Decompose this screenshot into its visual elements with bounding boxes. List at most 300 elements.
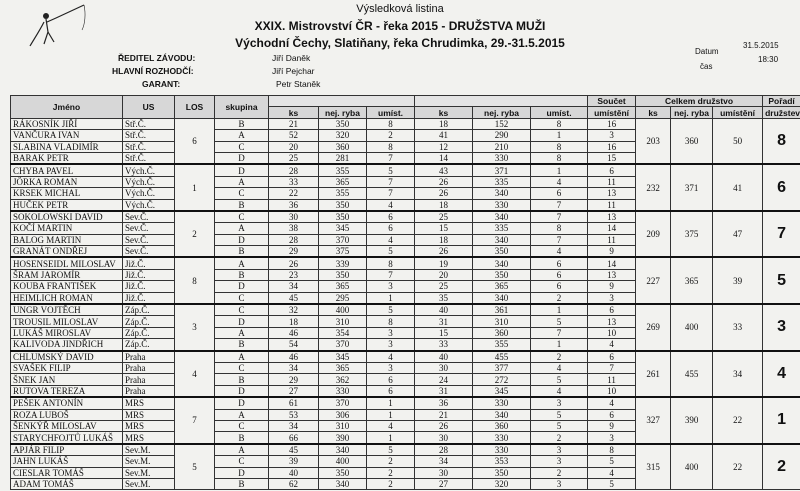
sum-placement: 3	[588, 292, 636, 304]
round1-best-fish: 330	[319, 385, 367, 397]
competitor-group: C	[215, 292, 269, 304]
round2-placement: 4	[531, 176, 588, 187]
table-row	[11, 304, 800, 316]
round2-best-fish: 210	[473, 141, 531, 152]
col-header-teams: družstev	[763, 107, 800, 118]
round2-placement: 3	[531, 444, 588, 456]
round1-placement: 5	[367, 444, 415, 456]
round1-best-fish: 362	[319, 374, 367, 385]
sum-placement: 9	[588, 420, 636, 431]
team-total-placement: 41	[713, 164, 763, 211]
competitor-name: CHYBA PAVEL	[11, 164, 123, 176]
competitor-group: A	[215, 444, 269, 456]
round1-placement: 2	[367, 456, 415, 467]
competitor-name: LUKÁŠ MIROSLAV	[11, 327, 123, 338]
sum-placement: 3	[588, 432, 636, 444]
round2-best-fish: 350	[473, 269, 531, 280]
competitor-us: Stř.Č.	[123, 152, 175, 164]
team-los: 8	[175, 257, 215, 304]
sum-placement: 16	[588, 141, 636, 152]
competitor-name: ŠRAM JAROMÍR	[11, 269, 123, 280]
team-total-ks: 269	[636, 304, 671, 351]
round1-placement: 4	[367, 199, 415, 211]
competitor-name: GRANÁT ONDŘEJ	[11, 246, 123, 258]
round1-best-fish: 365	[319, 176, 367, 187]
team-rank: 2	[763, 444, 800, 490]
competitor-us: Vých.Č.	[123, 199, 175, 211]
round2-ks: 24	[415, 374, 473, 385]
col-header-sum: Součet	[588, 96, 636, 107]
sum-placement: 16	[588, 118, 636, 129]
competitor-us: Záp.Č.	[123, 339, 175, 351]
col-header-um2: umíst.	[531, 107, 588, 118]
role-label-director: ŘEDITEL ZÁVODU:	[118, 53, 196, 63]
round2-ks: 31	[415, 316, 473, 327]
round1-placement: 3	[367, 362, 415, 373]
round2-placement: 7	[531, 199, 588, 211]
col-header-round2	[415, 96, 588, 107]
sum-placement: 14	[588, 223, 636, 234]
team-rank: 8	[763, 118, 800, 164]
col-header-ks1: ks	[269, 107, 319, 118]
sum-placement: 10	[588, 385, 636, 397]
competitor-name: RÁKOSNÍK JIŘÍ	[11, 118, 123, 129]
col-header-group: skupina	[215, 96, 269, 119]
document-location: Východní Čechy, Slatiňany, řeka Chrudimka, 29.-31.5.2015	[235, 36, 565, 50]
round2-placement: 4	[531, 246, 588, 258]
round2-placement: 7	[531, 211, 588, 223]
round1-ks: 33	[269, 176, 319, 187]
competitor-group: B	[215, 339, 269, 351]
competitor-group: D	[215, 234, 269, 245]
sum-placement: 4	[588, 339, 636, 351]
competitor-group: B	[215, 432, 269, 444]
round1-best-fish: 370	[319, 397, 367, 409]
round1-ks: 30	[269, 211, 319, 223]
round2-ks: 41	[415, 130, 473, 141]
competitor-us: Praha	[123, 351, 175, 363]
round1-ks: 46	[269, 327, 319, 338]
team-total-ks: 261	[636, 351, 671, 398]
competitor-name: HEIMLICH ROMAN	[11, 292, 123, 304]
sum-placement: 13	[588, 269, 636, 280]
round2-placement: 1	[531, 130, 588, 141]
col-header-round1	[269, 96, 415, 107]
round1-ks: 29	[269, 246, 319, 258]
round2-ks: 18	[415, 118, 473, 129]
round2-best-fish: 350	[473, 467, 531, 478]
team-rank: 3	[763, 304, 800, 351]
document-header	[0, 0, 800, 92]
round2-placement: 5	[531, 374, 588, 385]
round2-ks: 40	[415, 304, 473, 316]
team-total-ks: 209	[636, 211, 671, 258]
competitor-group: B	[215, 269, 269, 280]
round2-placement: 6	[531, 269, 588, 280]
competitor-group: C	[215, 362, 269, 373]
competitor-us: Již.Č.	[123, 281, 175, 292]
round2-ks: 25	[415, 211, 473, 223]
round1-best-fish: 340	[319, 444, 367, 456]
round2-placement: 5	[531, 409, 588, 420]
competitor-name: KALIVODA JINDŘICH	[11, 339, 123, 351]
competitor-name: VANČURA IVAN	[11, 130, 123, 141]
competitor-group: D	[215, 316, 269, 327]
round1-best-fish: 350	[319, 199, 367, 211]
round2-best-fish: 455	[473, 351, 531, 363]
competitor-name: BARAK PETR	[11, 152, 123, 164]
round1-placement: 3	[367, 327, 415, 338]
round2-ks: 33	[415, 339, 473, 351]
team-total-best-fish: 365	[671, 257, 713, 304]
round1-ks: 45	[269, 444, 319, 456]
round1-best-fish: 390	[319, 432, 367, 444]
team-total-best-fish: 400	[671, 304, 713, 351]
round1-placement: 7	[367, 188, 415, 199]
round2-ks: 27	[415, 478, 473, 489]
round1-ks: 38	[269, 223, 319, 234]
competitor-group: A	[215, 351, 269, 363]
round2-best-fish: 330	[473, 432, 531, 444]
competitor-group: D	[215, 152, 269, 164]
round1-placement: 1	[367, 409, 415, 420]
round2-placement: 8	[531, 118, 588, 129]
round1-best-fish: 306	[319, 409, 367, 420]
col-header-rank: Pořadí	[763, 96, 800, 107]
team-total-placement: 50	[713, 118, 763, 164]
round2-best-fish: 371	[473, 164, 531, 176]
round1-ks: 45	[269, 292, 319, 304]
round1-placement: 3	[367, 281, 415, 292]
competitor-us: Vých.Č.	[123, 164, 175, 176]
round2-best-fish: 340	[473, 409, 531, 420]
col-header-sum-placement: umístění	[588, 107, 636, 118]
round1-best-fish: 310	[319, 420, 367, 431]
round2-best-fish: 355	[473, 339, 531, 351]
round2-best-fish: 340	[473, 292, 531, 304]
sum-placement: 7	[588, 362, 636, 373]
competitor-group: A	[215, 257, 269, 269]
round2-ks: 26	[415, 246, 473, 258]
round1-ks: 46	[269, 351, 319, 363]
team-rank: 1	[763, 397, 800, 444]
document-subtitle: XXIX. Mistrovství ČR - řeka 2015 - DRUŽSTVA MUŽI	[254, 19, 546, 33]
round2-ks: 15	[415, 223, 473, 234]
sum-placement: 13	[588, 188, 636, 199]
round1-ks: 62	[269, 478, 319, 489]
results-table	[10, 95, 800, 490]
round1-placement: 7	[367, 152, 415, 164]
sum-placement: 11	[588, 234, 636, 245]
round1-best-fish: 370	[319, 339, 367, 351]
table-row	[11, 257, 800, 269]
competitor-name: PEŠEK ANTONÍN	[11, 397, 123, 409]
team-los: 2	[175, 211, 215, 258]
round1-best-fish: 345	[319, 351, 367, 363]
time-label: čas	[700, 62, 713, 71]
team-total-ks: 327	[636, 397, 671, 444]
round1-ks: 32	[269, 304, 319, 316]
round2-ks: 30	[415, 362, 473, 373]
round2-best-fish: 152	[473, 118, 531, 129]
round2-ks: 18	[415, 199, 473, 211]
sum-placement: 11	[588, 199, 636, 211]
team-total-best-fish: 390	[671, 397, 713, 444]
round1-best-fish: 365	[319, 281, 367, 292]
round1-placement: 8	[367, 118, 415, 129]
round2-placement: 6	[531, 188, 588, 199]
competitor-us: Sev.M.	[123, 444, 175, 456]
round1-best-fish: 350	[319, 269, 367, 280]
round2-best-fish: 340	[473, 211, 531, 223]
round1-placement: 6	[367, 385, 415, 397]
team-total-best-fish: 360	[671, 118, 713, 164]
round1-placement: 4	[367, 420, 415, 431]
sum-placement: 13	[588, 316, 636, 327]
round1-ks: 34	[269, 281, 319, 292]
round2-placement: 7	[531, 327, 588, 338]
round1-ks: 28	[269, 234, 319, 245]
round2-ks: 12	[415, 141, 473, 152]
competitor-us: Stř.Č.	[123, 141, 175, 152]
round2-placement: 2	[531, 292, 588, 304]
round1-placement: 2	[367, 478, 415, 489]
round2-placement: 4	[531, 385, 588, 397]
competitor-group: C	[215, 211, 269, 223]
date-label: Datum	[695, 47, 719, 56]
round1-best-fish: 340	[319, 478, 367, 489]
round2-best-fish: 360	[473, 327, 531, 338]
sum-placement: 6	[588, 304, 636, 316]
team-los: 3	[175, 304, 215, 351]
competitor-name: SOKOLOWSKI DAVID	[11, 211, 123, 223]
round2-best-fish: 335	[473, 223, 531, 234]
round2-ks: 21	[415, 409, 473, 420]
round2-placement: 7	[531, 234, 588, 245]
competitor-name: HOSENSEIDL MILOSLAV	[11, 257, 123, 269]
team-total-best-fish: 455	[671, 351, 713, 398]
team-total-best-fish: 375	[671, 211, 713, 258]
round2-placement: 8	[531, 223, 588, 234]
round1-best-fish: 400	[319, 304, 367, 316]
competitor-name: JAHN LUKÁŠ	[11, 456, 123, 467]
competitor-name: BALOG MARTIN	[11, 234, 123, 245]
round1-ks: 23	[269, 269, 319, 280]
competitor-name: SLABINA VLADIMÍR	[11, 141, 123, 152]
competitor-group: D	[215, 385, 269, 397]
round2-best-fish: 353	[473, 456, 531, 467]
col-header-ks2: ks	[415, 107, 473, 118]
col-header-total-nej: nej. ryba	[671, 107, 713, 118]
round2-best-fish: 350	[473, 246, 531, 258]
col-header-team-total: Celkem družstvo	[636, 96, 763, 107]
role-value-guarantor: Petr Staněk	[276, 79, 321, 89]
competitor-group: B	[215, 246, 269, 258]
competitor-us: Již.Č.	[123, 292, 175, 304]
col-header-total-ks: ks	[636, 107, 671, 118]
round1-ks: 53	[269, 409, 319, 420]
competitor-group: C	[215, 141, 269, 152]
team-los: 6	[175, 118, 215, 164]
team-total-ks: 232	[636, 164, 671, 211]
competitor-us: Záp.Č.	[123, 327, 175, 338]
sum-placement: 13	[588, 211, 636, 223]
round1-placement: 6	[367, 211, 415, 223]
round1-best-fish: 360	[319, 141, 367, 152]
round1-ks: 21	[269, 118, 319, 129]
round2-placement: 3	[531, 478, 588, 489]
round1-placement: 8	[367, 316, 415, 327]
round2-placement: 5	[531, 316, 588, 327]
date-value: 31.5.2015	[743, 41, 779, 50]
team-los: 5	[175, 444, 215, 490]
round2-best-fish: 335	[473, 176, 531, 187]
team-total-placement: 47	[713, 211, 763, 258]
competitor-us: Sev.Č.	[123, 246, 175, 258]
round1-ks: 61	[269, 397, 319, 409]
competitor-us: Sev.Č.	[123, 211, 175, 223]
col-header-nej2: nej. ryba	[473, 107, 531, 118]
round2-placement: 2	[531, 351, 588, 363]
round1-placement: 7	[367, 176, 415, 187]
round1-best-fish: 350	[319, 118, 367, 129]
round1-best-fish: 320	[319, 130, 367, 141]
team-total-placement: 39	[713, 257, 763, 304]
competitor-group: A	[215, 327, 269, 338]
team-rank: 5	[763, 257, 800, 304]
round1-placement: 6	[367, 223, 415, 234]
round1-ks: 22	[269, 188, 319, 199]
round2-placement: 2	[531, 467, 588, 478]
competitor-us: Praha	[123, 374, 175, 385]
round2-placement: 5	[531, 420, 588, 431]
competitor-us: Sev.M.	[123, 456, 175, 467]
competitor-us: Praha	[123, 385, 175, 397]
round2-best-fish: 361	[473, 304, 531, 316]
round2-best-fish: 340	[473, 188, 531, 199]
round2-placement: 4	[531, 362, 588, 373]
round1-best-fish: 375	[319, 246, 367, 258]
round1-placement: 7	[367, 269, 415, 280]
competitor-name: CIESLAR TOMÁŠ	[11, 467, 123, 478]
round2-ks: 31	[415, 385, 473, 397]
competitor-us: Sev.M.	[123, 467, 175, 478]
table-row	[11, 351, 800, 363]
competitor-name: STARYCHFOJTŮ LUKÁŠ	[11, 432, 123, 444]
sum-placement: 14	[588, 257, 636, 269]
competitor-us: Sev.Č.	[123, 223, 175, 234]
round1-ks: 28	[269, 164, 319, 176]
round1-ks: 25	[269, 152, 319, 164]
round1-ks: 39	[269, 456, 319, 467]
competitor-group: C	[215, 304, 269, 316]
role-label-referee: HLAVNÍ ROZHODČÍ:	[112, 66, 194, 76]
round1-best-fish: 355	[319, 164, 367, 176]
round1-ks: 27	[269, 385, 319, 397]
round2-placement: 1	[531, 304, 588, 316]
round2-best-fish: 272	[473, 374, 531, 385]
col-header-nej1: nej. ryba	[319, 107, 367, 118]
competitor-name: UNGR VOJTĚCH	[11, 304, 123, 316]
competitor-name: ROZA LUBOŠ	[11, 409, 123, 420]
table-row	[11, 164, 800, 176]
team-los: 4	[175, 351, 215, 398]
round2-ks: 26	[415, 188, 473, 199]
table-row	[11, 211, 800, 223]
round2-placement: 8	[531, 141, 588, 152]
round1-placement: 5	[367, 164, 415, 176]
round2-best-fish: 290	[473, 130, 531, 141]
competitor-name: ŠENKÝŘ MILOSLAV	[11, 420, 123, 431]
round1-placement: 5	[367, 246, 415, 258]
round2-ks: 36	[415, 397, 473, 409]
table-row	[11, 444, 800, 456]
table-row	[11, 397, 800, 409]
round2-best-fish: 340	[473, 234, 531, 245]
round1-best-fish: 350	[319, 467, 367, 478]
col-header-um1: umíst.	[367, 107, 415, 118]
competitor-us: Již.Č.	[123, 269, 175, 280]
competitor-group: C	[215, 188, 269, 199]
competitor-name: JÖRKA ROMAN	[11, 176, 123, 187]
round2-ks: 19	[415, 257, 473, 269]
competitor-group: C	[215, 456, 269, 467]
competitor-us: Již.Č.	[123, 257, 175, 269]
round1-placement: 4	[367, 234, 415, 245]
competitor-name: HUČEK PETR	[11, 199, 123, 211]
competitor-name: TROUSIL MILOSLAV	[11, 316, 123, 327]
round2-placement: 8	[531, 152, 588, 164]
round1-ks: 34	[269, 362, 319, 373]
round2-placement: 3	[531, 397, 588, 409]
competitor-group: A	[215, 176, 269, 187]
round1-best-fish: 365	[319, 362, 367, 373]
round1-best-fish: 281	[319, 152, 367, 164]
round1-ks: 66	[269, 432, 319, 444]
round2-ks: 26	[415, 420, 473, 431]
round1-best-fish: 355	[319, 188, 367, 199]
round1-ks: 40	[269, 467, 319, 478]
competitor-group: C	[215, 420, 269, 431]
round2-placement: 6	[531, 281, 588, 292]
competitor-group: B	[215, 374, 269, 385]
round1-placement: 2	[367, 467, 415, 478]
competitor-name: CHLUMSKÝ DAVID	[11, 351, 123, 363]
table-row	[11, 118, 800, 129]
round1-best-fish: 345	[319, 223, 367, 234]
role-value-referee: Jiří Pejchar	[272, 66, 315, 76]
round2-best-fish: 330	[473, 444, 531, 456]
round1-ks: 52	[269, 130, 319, 141]
team-rank: 6	[763, 164, 800, 211]
competitor-group: B	[215, 478, 269, 489]
round2-best-fish: 330	[473, 199, 531, 211]
round2-best-fish: 377	[473, 362, 531, 373]
sum-placement: 4	[588, 467, 636, 478]
round1-ks: 20	[269, 141, 319, 152]
competitor-name: ADAM TOMÁŠ	[11, 478, 123, 489]
team-los: 1	[175, 164, 215, 211]
round1-placement: 1	[367, 397, 415, 409]
sum-placement: 9	[588, 246, 636, 258]
round2-ks: 25	[415, 281, 473, 292]
round2-best-fish: 320	[473, 478, 531, 489]
competitor-group: A	[215, 409, 269, 420]
competitor-name: APJÁR FILIP	[11, 444, 123, 456]
col-header-total-placement: umístění	[713, 107, 763, 118]
competitor-us: Stř.Č.	[123, 130, 175, 141]
round2-ks: 14	[415, 152, 473, 164]
